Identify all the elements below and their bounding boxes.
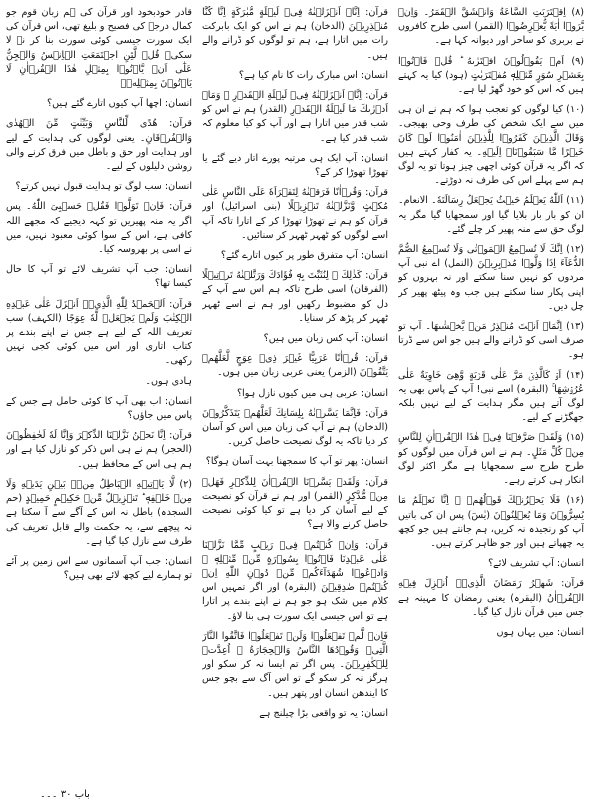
paragraph: قرآن: وَقُرۡاٰنًا فَرَقۡنٰهُ لِتَقۡرَاَهٗ عَلَى النَّاسِ عَلٰى مُكۡثٍ وَّنَزَّلۡنٰهُ تَنۡزِيۡلًا (بنی اسرائیل) اور قرآن کو ہم نے تھوڑا تھوڑا کر کے اتارا تاکہ آپ اسے لوگوں کو ٹھہر ٹھہر کر سنائیں۔ [202,187,388,241]
paragraph: قرآن: اِنَّا نَحۡنُ نَزَّلۡنَا الذِّكۡرَ وَاِنَّا لَهٗ لَحٰفِظُوۡنَ (الحجر) ہم نے ہی اس ذکر کو نازل کیا ہے اور ہم ہی اس کے محافظ ہیں۔ [6,430,192,470]
paragraph: ہادی ہوں۔ [145,375,192,387]
paragraph: قرآن: قُرۡاٰنًا عَرَبِيًّا غَيۡرَ ذِىۡ عِوَجٍ لَّعَلَّهُمۡ يَتَّقُوۡنَ (الزمر) یعنی عربی زبان میں ہوں۔ [202,353,388,379]
text-column-right [398,6,584,803]
page-number: باب ۳۰ ۔۔۔ [40,789,90,800]
paragraph: (۱۲) اِنَّكَ لَا تُسۡمِعُ الۡمَوۡتٰى وَلَا تُسۡمِعُ الصُّمَّ الدُّعَآءَ اِذَا وَلَّوۡا مُدۡبِرِيۡنَ (النمل) اے نبی آپ مردوں کو نہیں سنا سکتے اور نہ بہروں کو اپنی پکار سنا سکتے ہیں جب وہ پیٹھ پھیر کر چل دیں۔ [398,244,584,312]
paragraph: (۱۳) اِنَّمَاۤ اَنۡتَ مُنۡذِرُ مَنۡ يَّخۡشٰٮهَا۔ آپ تو صرف اسی کو ڈرانے والے ہیں جو اس سے ڈرتا ہو۔ [398,321,584,361]
paragraph: (۹) اَمۡ يَقُوۡلُوۡنَ افۡتَرٰىهُ ؕ قُلۡ فَاۡتُوۡا بِعَشۡرِ سُوَرٍ مِّثۡلِهٖ مُفۡتَرَيٰتٍ (ہود) کیا یہ کہتے ہیں کہ اس کو خود گھڑ لیا ہے۔ [398,55,584,96]
paragraph: قرآن: وَلَقَدۡ يَسَّرۡنَا الۡقُرۡاٰنَ لِلذِّكۡرِ فَهَلۡ مِنۡ مُّدَّكِرٍ (القمر) اور ہم نے قرآن کو نصیحت کے لیے آسان کر دیا ہے تو کیا کوئی نصیحت حاصل کرنے والا ہے؟ [202,476,388,531]
paragraph: (۲) لَّا يَاۡتِيۡهِ الۡبَاطِلُ مِنۡۢ بَيۡنِ يَدَيۡهِ وَلَا مِنۡ خَلۡفِهٖ ؕ تَنۡزِيۡلٌ مِّنۡ حَكِيۡمٍ حَمِيۡدٍ (حم السجدہ) باطل نہ اس کے آگے سے آ سکتا ہے نہ پیچھے سے، یہ حکمت والے قابل تعریف کی طرف سے نازل کیا گیا ہے۔ [6,478,192,547]
paragraph: (۱۰) کیا لوگوں کو تعجب ہوا کہ ہم نے ان ہی میں سے ایک شخص کی طرف وحی بھیجی۔ وَقَالَ الَّذِيۡنَ كَفَرُوۡا لِلَّذِيۡنَ اٰمَنُوۡا لَوۡ كَانَ خَيۡرًا مَّا سَبَقُوۡنَاۤ اِلَيۡهِ۔ یہ کفار کہتے ہیں کہ اگر یہ قرآن کوئی اچھی چیز ہوتا تو یہ لوگ ہم سے پہلے اس کی طرف نہ دوڑتے۔ [398,104,584,187]
paragraph: انسان: جب آپ آسمانوں سے اس زمین پر آئے تو ہمارے لیے کچھ لائے بھی ہیں؟ [6,555,192,582]
paragraph: انسان: اس مبارک رات کا نام کیا ہے؟ [238,69,388,81]
paragraph: قرآن: اَلۡحَمۡدُ لِلّٰهِ الَّذِىۡۤ اَنۡزَلَ عَلٰى عَبۡدِهِ الۡكِتٰبَ وَلَمۡ يَجۡعَلۡ لَّهٗ عِوَجًا (الکہف) سب تعریف اللہ کے لیے ہے جس نے اپنے بندے پر کتاب اتاری اور اس میں کوئی کجی نہیں رکھی۔ [6,298,192,367]
paragraph: انسان: جب آپ تشریف لائے تو آپ کا حال کیسا تھا؟ [6,264,192,290]
paragraph: انسان: اب بھی آپ کا کوئی حامل ہے جس کے پاس میں جاؤں؟ [6,395,192,422]
paragraph: انسان: آپ متفرق طور پر کیوں اتارے گئے؟ [220,250,388,262]
paragraph: قرآن: وَاِنۡ كُنۡتُمۡ فِىۡ رَيۡبٍ مِّمَّا نَزَّلۡنَا عَلٰى عَبۡدِنَا فَاۡتُوۡا بِسُوۡرَةٍ مِّنۡ مِّثۡلِهٖ ۖ وَادۡعُوۡا شُهَدَآءَكُمۡ مِّنۡ دُوۡنِ اللّٰهِ اِنۡ كُنۡتُمۡ صٰدِقِيۡنَ (البقرہ) اور اگر تمہیں اس کلام میں شک ہو جو ہم نے اپنے بندے پر اتارا ہے تو اس جیسی ایک سورت ہی بنا لاؤ۔ [202,539,388,622]
paragraph: انسان: میں یہاں ہوں [496,626,584,638]
paragraph: انسان: آپ ایک ہی مرتبہ پورے اتار دیے گئے یا تھوڑا تھوڑا کر کے؟ [202,152,388,179]
paragraph: انسان: آپ تشریف لائے؟ [488,558,584,570]
paragraph: انسان: اچھا آپ کیوں اتارے گئے ہیں؟ [46,98,192,110]
paragraph: انسان: یہ تو واقعی بڑا چیلنج ہے [259,707,388,719]
paragraph: فَاِنۡ لَّمۡ تَفۡعَلُوۡا وَلَنۡ تَفۡعَلُوۡا فَاتَّقُوا النَّارَ الَّتِىۡ وَقُوۡدُهَا النَّاسُ وَالۡحِجَارَةُ ۖ اُعِدَّتۡ لِلۡكٰفِرِيۡنَ۔ پس اگر تم ایسا نہ کر سکو اور ہرگز نہ کر سکو گے تو اس آگ سے بچو جس کا ایندھن انسان اور پتھر ہیں۔ [202,630,388,699]
paragraph: (۱۴) اَوۡ كَالَّذِىۡ مَرَّ عَلٰى قَرۡيَةٍ وَّهِىَ خَاوِيَةٌ عَلٰى عُرُوۡشِهَا ۚ (البقرہ) اسے نبی! آپ کے پاس بھی یہ لوگ آتے ہیں مگر ہدایت کے لیے نہیں بلکہ جھگڑنے کے لیے۔ [398,369,584,424]
page [6,6,584,803]
text-column-middle [202,6,388,803]
paragraph: قرآن: فَاِنۡ تَوَلَّوۡا فَقُلۡ حَسۡبِىَ اللّٰهُ۔ پس اگر یہ منہ پھیریں تو کہہ دیجیے کہ مجھے اللہ کافی ہے، اس کے سوا کوئی معبود نہیں، میں نے اسی پر بھروسہ کیا۔ [6,201,192,256]
paragraph: (۸) اِقۡتَرَبَتِ السَّاعَةُ وَانۡشَقَّ الۡقَمَرُ۔ وَاِنۡ يَّرَوۡا اٰيَةً يُّعۡرِضُوۡا (القمر) اسی طرح کافروں نے بربری کو ساحر اور دیوانہ کہا ہے۔ [398,7,584,47]
paragraph: (۱۵) وَلَقَدۡ صَرَّفۡنَا فِىۡ هٰذَا الۡقُرۡاٰنِ لِلنَّاسِ مِنۡ كُلِّ مَثَلٍ۔ ہم نے اس قرآن میں لوگوں کو طرح طرح سے سمجھایا ہے مگر اکثر لوگ انکار ہی کرتے رہے۔ [398,432,584,487]
paragraph: انسان: سب لوگ تو ہدایت قبول نہیں کرتے؟ [15,181,192,193]
paragraph: انسان: عربی ہی میں کیوں نازل ہوا؟ [236,387,388,399]
paragraph: (۱۱) اَللّٰهُ يَعۡلَمُ حَيۡثُ يَجۡعَلُ رِسَالَتَهٗ۔ الانعام۔ ان کو بار بار بلایا گیا اور سمجھایا گیا مگر یہ لوگ حق سے منہ پھیر کر چلے گئے۔ [398,195,584,235]
paragraph: قرآن: كَذٰلِكَ ۚ لِنُثَبِّتَ بِهٖ فُؤَادَكَ وَرَتَّلۡنٰهُ تَرۡتِيۡلًا (الفرقان) اسی طرح تاکہ ہم اس سے آپ کے دل کو مضبوط رکھیں اور ہم نے اسے ٹھہر ٹھہر کر پڑھ کر سنایا۔ [202,270,388,324]
paragraph: قادر خودبخود اور قرآن کی ہم زبان قوم جو کمال درجہ کی فصیح و بلیغ تھی، اس قرآن کی ایک سورت جیسی کوئی سورت بنا کر نہ لا سکی۔ قُلۡ لَّئِنِ اجۡتَمَعَتِ الۡاِنۡسُ وَالۡجِنُّ عَلٰٓى اَنۡ يَّاۡتُوۡا بِمِثۡلِ هٰذَا الۡقُرۡاٰنِ لَا يَاۡتُوۡنَ بِمِثۡلِهٖ۔ [6,7,192,90]
paragraph: قرآن: اِنَّاۤ اَنۡزَلۡنٰهُ فِىۡ لَيۡلَةِ الۡقَدۡرِ ۚ وَمَاۤ اَدۡرٰٮكَ مَا لَيۡلَةُ الۡقَدۡرِ (القدر) ہم نے اس کو شب قدر میں اتارا ہے اور آپ کو کیا معلوم کہ شب قدر کیا ہے۔ [202,90,388,144]
paragraph: قرآن: شَهۡرُ رَمَضَانَ الَّذِىۡۤ اُنۡزِلَ فِيۡهِ الۡقُرۡاٰنُ (البقرہ) یعنی رمضان کا مہینہ ہے جس میں قرآن نازل کیا گیا۔ [398,578,584,618]
paragraph: انسان: آپ کس زبان میں ہیں؟ [263,333,388,345]
paragraph: قرآن: فَاِنَّمَا يَسَّرۡنٰهُ بِلِسَانِكَ لَعَلَّهُمۡ يَتَذَكَّرُوۡنَ (الدخان) ہم نے آپ کی زبان میں اس کو آسان کر دیا تاکہ یہ لوگ نصیحت حاصل کریں۔ [202,407,388,448]
paragraph: (۱۶) فَلَا يَحۡزُنۡكَ قَوۡلُهُمۡ ۘ اِنَّا نَعۡلَمُ مَا يُسِرُّوۡنَ وَمَا يُعۡلِنُوۡنَ (یٰسٓ) پس ان کی باتیں آپ کو رنجیدہ نہ کریں، ہم جانتے ہیں جو کچھ یہ چھپاتے ہیں اور جو ظاہر کرتے ہیں۔ [398,495,584,549]
paragraph: انسان: پھر تو آپ کا سمجھنا بہت آسان ہوگا؟ [205,456,388,468]
text-column-left [6,6,192,803]
paragraph: قرآن: هُدًى لِّلنَّاسِ وَبَيِّنٰتٍ مِّنَ الۡهُدٰى وَالۡفُرۡقَانِ۔ یعنی لوگوں کی ہدایت کے لیے اور ہدایت اور حق و باطل میں فرق کرنے والی روشن دلیلوں کے لیے۔ [6,118,192,173]
paragraph: قرآن: اِنَّاۤ اَنۡزَلۡنٰهُ فِىۡ لَيۡلَةٍ مُّبٰرَكَةٍ اِنَّا كُنَّا مُنۡذِرِيۡنَ (الدخان) ہم نے اس کو ایک بابرکت رات میں اتارا ہے، ہم تو لوگوں کو ڈرانے والے ہیں۔ [202,7,388,61]
